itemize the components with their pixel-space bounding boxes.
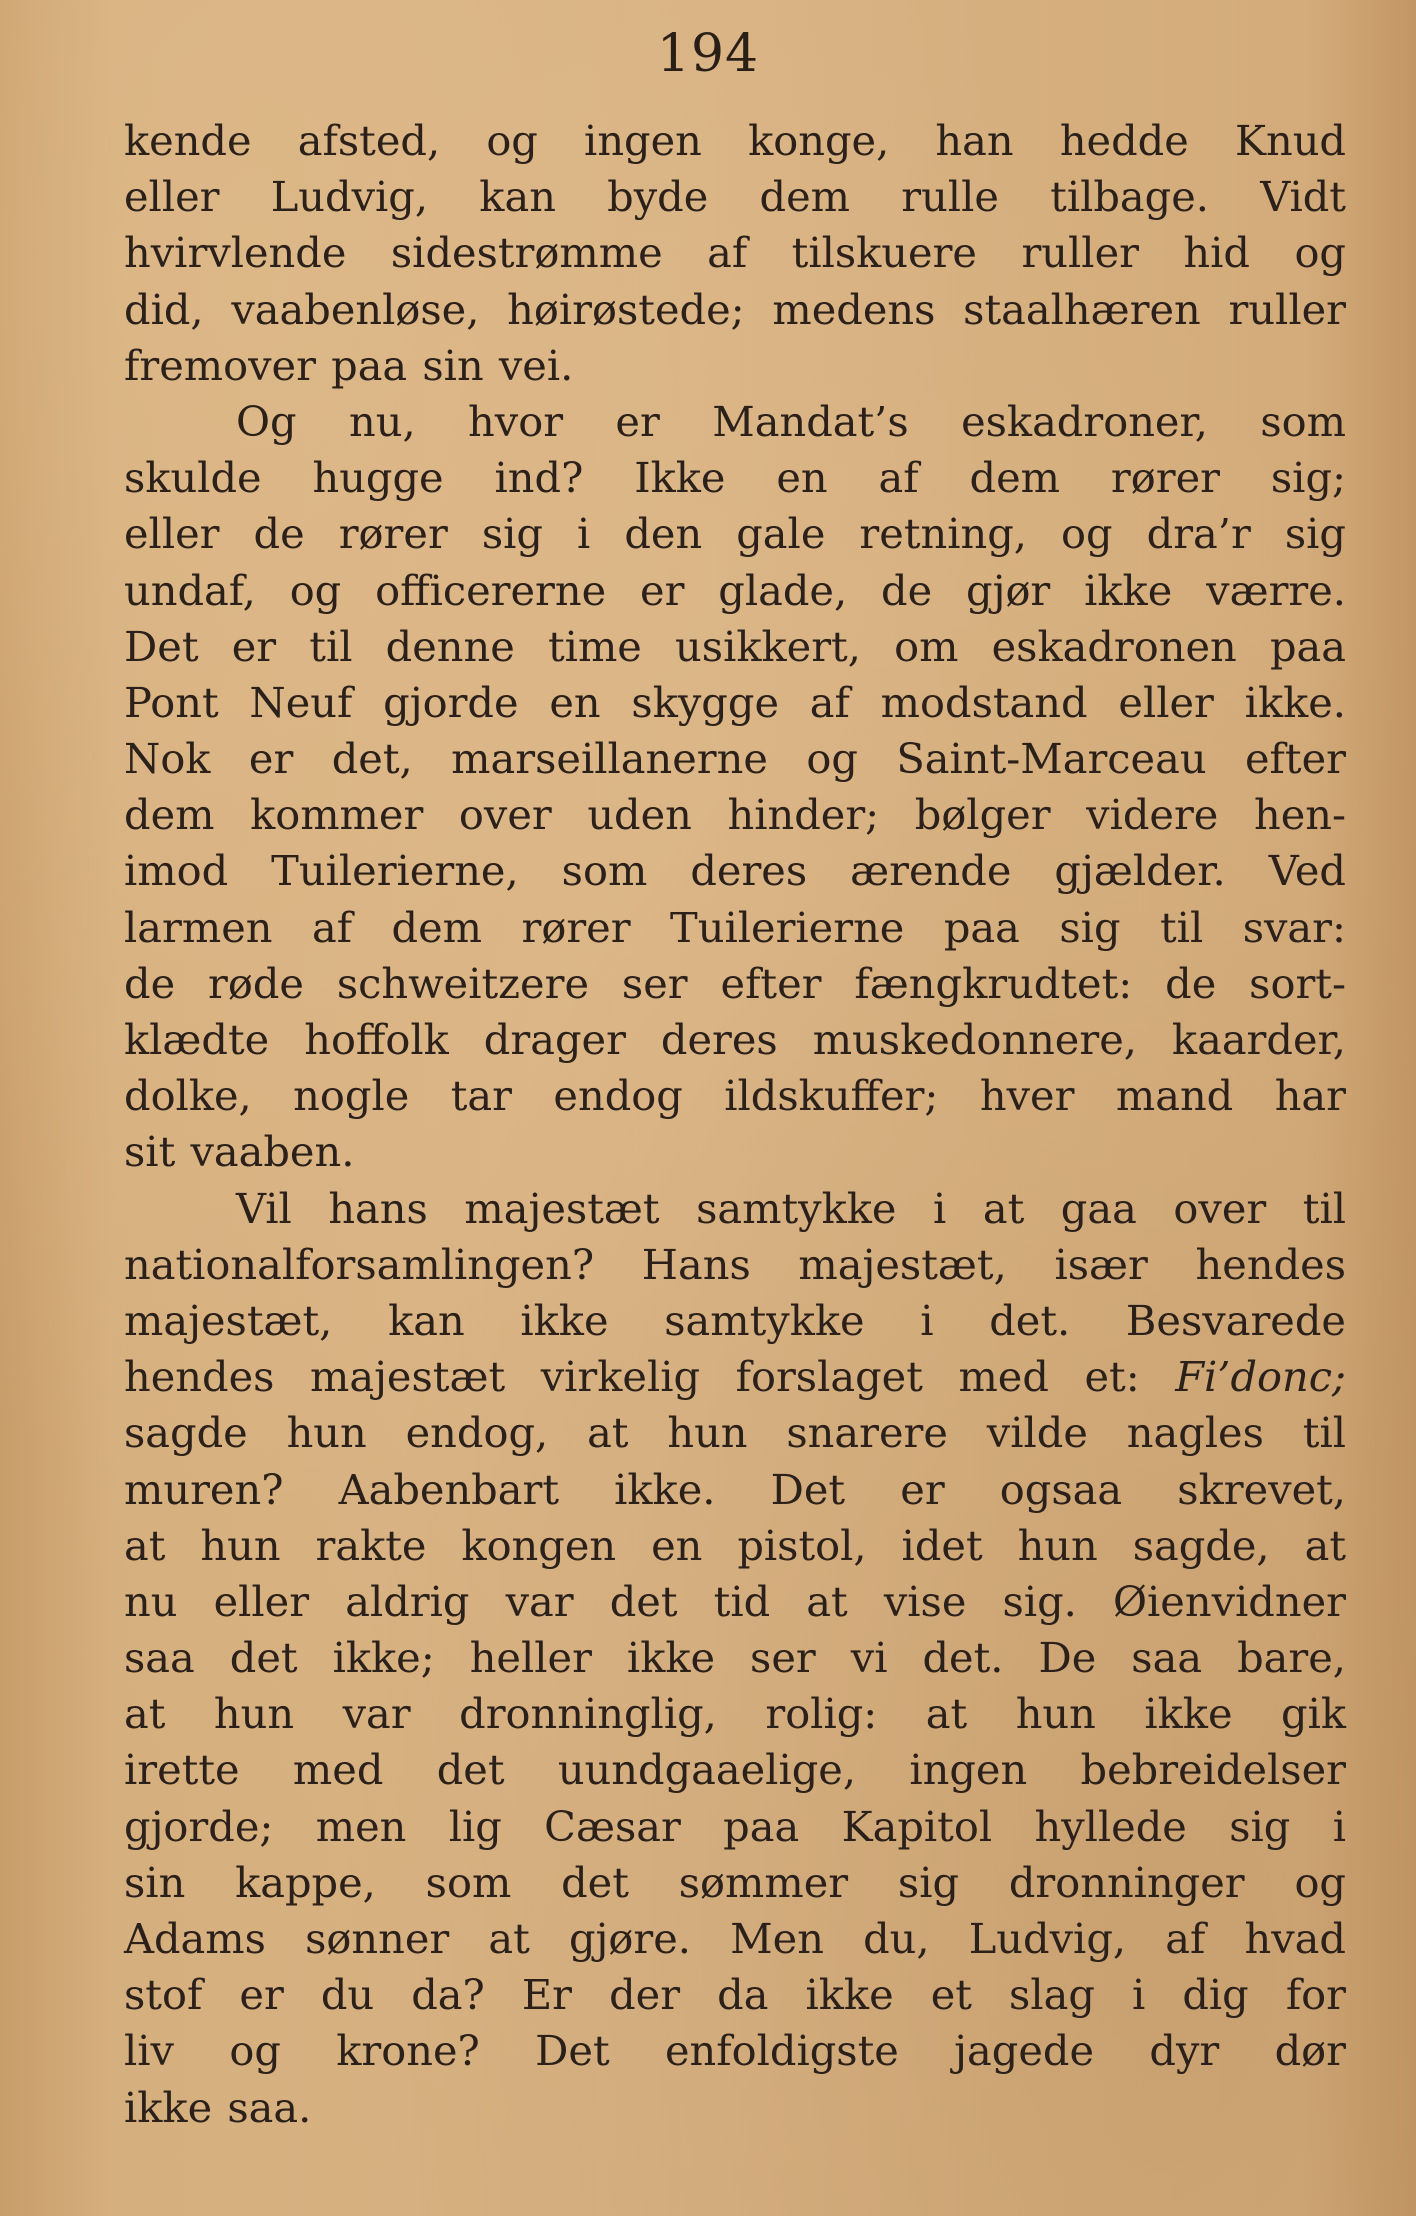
text-line: skulde hugge ind? Ikke en af dem rører sig; xyxy=(124,453,1346,503)
text-line: sagde hun endog, at hun snarere vilde nagles til xyxy=(124,1408,1346,1458)
text-line: fremover paa sin vei. xyxy=(124,340,574,390)
text-line: ikke saa. xyxy=(124,2082,312,2132)
text-line: dolke, nogle tar endog ildskuffer; hver mand har xyxy=(124,1071,1346,1121)
text-line: nationalforsamlingen? Hans majestæt, især hendes xyxy=(124,1239,1346,1289)
text-line: eller de rører sig i den gale retning, og dra’r sig xyxy=(124,509,1346,559)
text-line: muren? Aabenbart ikke. Det er ogsaa skrevet, xyxy=(124,1464,1346,1514)
text-line: nu eller aldrig var det tid at vise sig. Øienvidner xyxy=(124,1576,1346,1626)
text-line: at hun rakte kongen en pistol, idet hun sagde, at xyxy=(124,1520,1346,1570)
body-text xyxy=(124,113,1346,2136)
text-line: saa det ikke; heller ikke ser vi det. De saa bare, xyxy=(124,1633,1346,1683)
text-line: klædte hoffolk drager deres muskedonnere, kaarder, xyxy=(124,1015,1346,1064)
text-line: gjorde; men lig Cæsar paa Kapitol hyllede sig i xyxy=(124,1801,1346,1851)
text-line: de røde schweitzere ser efter fængkrudtet: de sort- xyxy=(124,958,1346,1008)
text-line: sit vaaben. xyxy=(124,1127,355,1177)
text-line: Nok er det, marseillanerne og Saint-Marceau efter xyxy=(124,734,1346,784)
paragraph-start-line: Og nu, hvor er Mandat’s eskadroner, som xyxy=(236,396,1346,446)
text-line: majestæt, kan ikke samtykke i det. Besvarede xyxy=(124,1295,1346,1345)
text-line-with-italic xyxy=(124,1349,1346,1405)
text-line: liv og krone? Det enfoldigste jagede dyr dør xyxy=(124,2026,1346,2076)
text-line: hvirvlende sidestrømme af tilskuere ruller hid og xyxy=(124,228,1346,278)
text-line: stof er du da? Er der da ikke et slag i dig for xyxy=(124,1970,1346,2020)
text-segment: hendes majestæt virkelig forslaget med et: xyxy=(124,1352,1140,1402)
page-number: 194 xyxy=(656,24,760,84)
text-line: eller Ludvig, kan byde dem rulle tilbage. Vidt xyxy=(124,172,1346,222)
text-line: Adams sønner at gjøre. Men du, Ludvig, af hvad xyxy=(124,1914,1346,1963)
paragraph-start-line: Vil hans majestæt samtykke i at gaa over til xyxy=(236,1183,1346,1233)
text-line: larmen af dem rører Tuilerierne paa sig til svar: xyxy=(124,902,1346,952)
italic-phrase: Fi’donc; xyxy=(1175,1352,1346,1402)
text-line: at hun var dronninglig, rolig: at hun ikke gik xyxy=(124,1689,1346,1739)
text-line: undaf, og officererne er glade, de gjør ikke værre. xyxy=(124,565,1346,615)
text-line: Det er til denne time usikkert, om eskadronen paa xyxy=(124,621,1346,671)
text-line: irette med det uundgaaelige, ingen bebreidelser xyxy=(124,1745,1346,1795)
text-line: sin kappe, som det sømmer sig dronninger og xyxy=(124,1857,1346,1907)
text-line: dem kommer over uden hinder; bølger videre hen- xyxy=(124,790,1346,840)
text-line: kende afsted, og ingen konge, han hedde Knud xyxy=(124,116,1346,165)
text-line: Pont Neuf gjorde en skygge af modstand eller ikke. xyxy=(124,677,1346,727)
text-line: did, vaabenløse, høirøstede; medens staalhæren ruller xyxy=(124,284,1346,334)
text-line: imod Tuilerierne, som deres ærende gjælder. Ved xyxy=(124,846,1346,896)
